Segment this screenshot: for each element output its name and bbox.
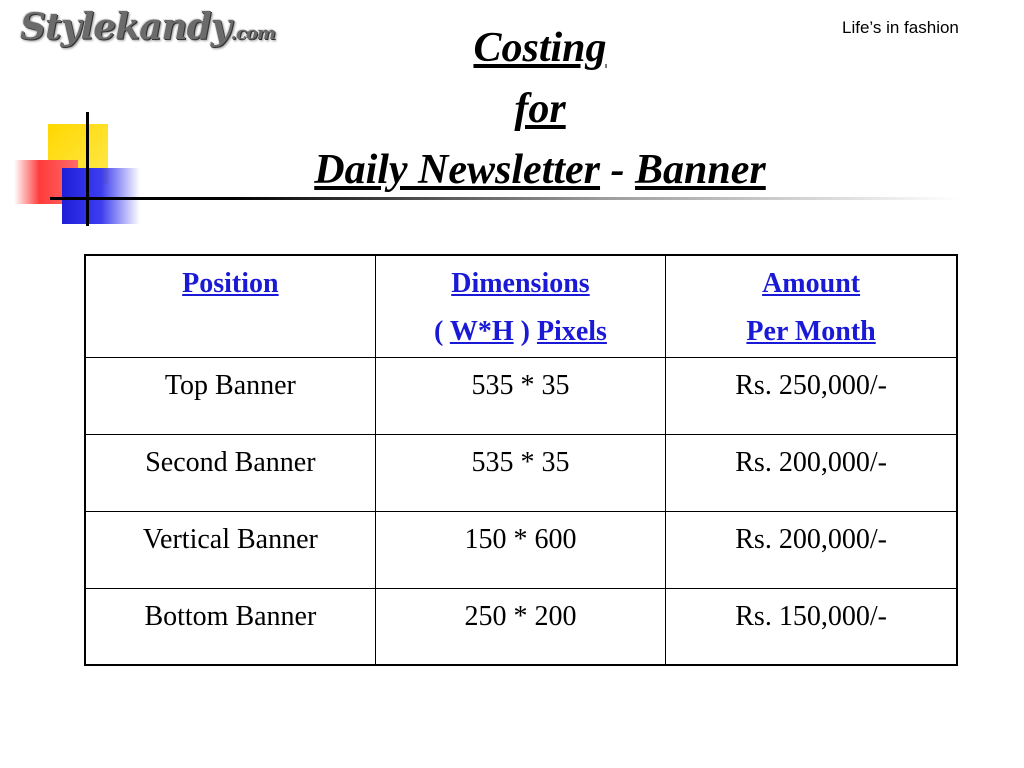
table-row xyxy=(85,357,957,434)
cell-dimensions: 535 * 35 xyxy=(375,357,665,434)
header-amount xyxy=(666,255,957,357)
title-separator: - xyxy=(600,147,636,193)
title-line-costing: Costing xyxy=(473,25,607,71)
logo-suffix: .com xyxy=(230,23,275,44)
logo-text: Stylekandy xyxy=(20,6,231,48)
title-line-for: for xyxy=(514,86,566,132)
cell-position: Vertical Banner xyxy=(85,511,375,588)
cell-dimensions: 150 * 600 xyxy=(375,511,665,588)
tagline: Life’s in fashion xyxy=(842,18,959,37)
cell-amount: Rs. 150,000/- xyxy=(666,588,957,665)
cell-amount: Rs. 200,000/- xyxy=(666,511,957,588)
header-position-label: Position xyxy=(182,268,279,299)
cell-dimensions: 250 * 200 xyxy=(375,588,665,665)
header-position xyxy=(85,255,375,357)
table-row xyxy=(85,588,957,665)
header-dim-open: ( xyxy=(434,316,450,347)
cell-position: Second Banner xyxy=(85,434,375,511)
cell-amount: Rs. 200,000/- xyxy=(666,434,957,511)
page-title xyxy=(240,18,840,201)
cell-position: Top Banner xyxy=(85,357,375,434)
table-row xyxy=(85,511,957,588)
blue-square-decoration xyxy=(62,168,140,224)
header-dim-close: ) xyxy=(513,316,537,347)
header-amount-sub: Per Month xyxy=(746,316,876,347)
cell-position: Bottom Banner xyxy=(85,588,375,665)
header-amount-label: Amount xyxy=(762,268,861,299)
cell-amount: Rs. 250,000/- xyxy=(666,357,957,434)
cell-dimensions: 535 * 35 xyxy=(375,434,665,511)
banner-costing-table xyxy=(84,254,958,666)
stylekandy-logo xyxy=(20,6,275,48)
table-header-row xyxy=(85,255,957,357)
title-daily-newsletter: Daily Newsletter xyxy=(314,147,601,193)
header-dimensions-label: Dimensions xyxy=(451,268,590,299)
table-row xyxy=(85,434,957,511)
header-dim-pixels: Pixels xyxy=(536,316,607,347)
header-dimensions xyxy=(375,255,665,357)
vertical-divider-line xyxy=(86,112,89,226)
title-banner: Banner xyxy=(635,147,766,193)
header-dim-wh: W*H xyxy=(449,316,514,347)
